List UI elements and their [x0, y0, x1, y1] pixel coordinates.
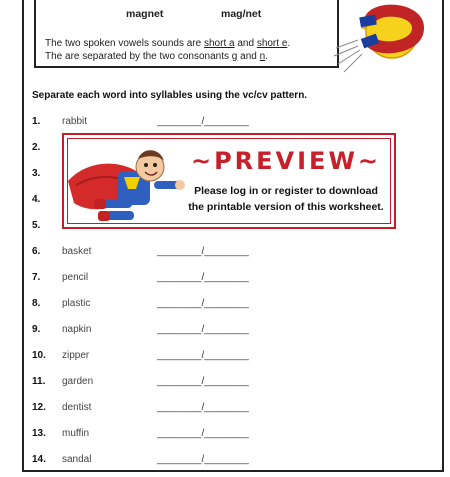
list-item: 3. — [32, 168, 41, 179]
answer-blank[interactable]: ________/________ — [157, 324, 249, 335]
list-item: 10. zipper ________/________ — [32, 350, 249, 361]
answer-blank[interactable]: ________/________ — [157, 272, 249, 283]
answer-blank[interactable]: ________/________ — [157, 454, 249, 465]
list-item: 12. dentist ________/________ — [32, 402, 249, 413]
instructions: Separate each word into syllables using the vc/cv pattern. — [32, 90, 308, 101]
list-item: 2. — [32, 142, 41, 153]
list-item: 8. plastic ________/________ — [32, 298, 249, 309]
example-box — [34, 0, 339, 68]
answer-blank[interactable]: ________/________ — [157, 246, 249, 257]
answer-blank[interactable]: ________/________ — [157, 428, 249, 439]
superhero-mascot-icon — [66, 141, 186, 227]
list-item: 11. garden ________/________ — [32, 376, 249, 387]
list-item: 13. muffin ________/________ — [32, 428, 249, 439]
horseshoe-magnet-icon — [330, 0, 448, 90]
list-item: 9. napkin ________/________ — [32, 324, 249, 335]
preview-title: ~PREVIEW~ — [190, 147, 382, 175]
answer-blank[interactable]: ________/________ — [157, 116, 249, 127]
preview-overlay[interactable] — [62, 133, 396, 229]
answer-blank[interactable]: ________/________ — [157, 376, 249, 387]
answer-blank[interactable]: ________/________ — [157, 298, 249, 309]
list-item: 5. — [32, 220, 41, 231]
answer-blank[interactable]: ________/________ — [157, 350, 249, 361]
preview-message-line-2: the printable version of this worksheet. — [188, 201, 384, 213]
list-item: 14. sandal ________/________ — [32, 454, 249, 465]
preview-message-line-1: Please log in or register to download — [194, 185, 378, 197]
answer-blank[interactable]: ________/________ — [157, 402, 249, 413]
list-item: 4. — [32, 194, 41, 205]
list-item: 6. basket ________/________ — [32, 246, 249, 257]
list-item: 7. pencil ________/________ — [32, 272, 249, 283]
example-line-2: The are separated by the two consonants g and n. — [45, 51, 268, 62]
example-line-1: The two spoken vowels sounds are short a and short e. — [45, 38, 291, 49]
list-item: 1. rabbit ________/________ — [32, 116, 249, 127]
example-split: mag/net — [221, 8, 262, 20]
example-word: magnet — [126, 8, 164, 20]
